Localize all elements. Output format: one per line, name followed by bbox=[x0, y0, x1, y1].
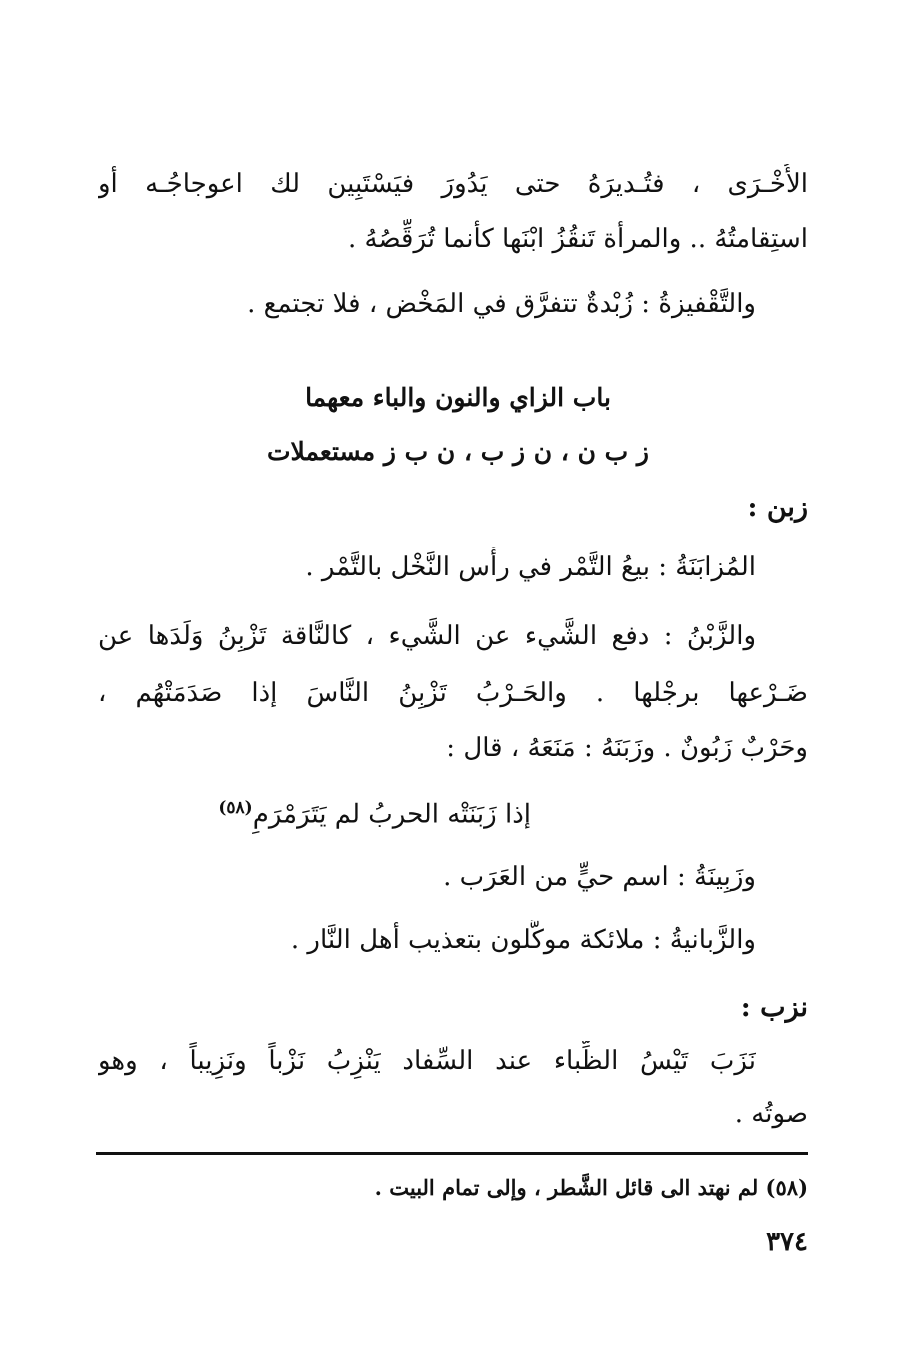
text-line: الأُخْـرَى ، فتُـديرَهُ حتى يَدُورَ فيَسْتَبِين لك اعوجاجُـه أو bbox=[98, 169, 808, 199]
text-line: المُزابَنَةُ : بيعُ التَّمْر في رأْس النَّخْل بالتَّمْر . bbox=[305, 552, 756, 582]
text-line: نَزَبَ تَيْسُ الظِّباء عند السِّفاد يَنْزِبُ نَزْباً ونَزِيباً ، وهو bbox=[98, 1046, 756, 1076]
section-subtitle: ز ب ن ، ن ز ب ، ن ب ز مستعملات bbox=[267, 437, 649, 466]
text-line: استِقامتُهُ .. والمرأة تَنقُزُ ابْنَها كأنما تُرَقِّصُهُ . bbox=[348, 224, 808, 254]
entry-heading-nzb: نزب : bbox=[740, 992, 808, 1023]
text-line: وزَبِينَةُ : اسم حيٍّ من العَرَب . bbox=[443, 862, 756, 892]
text-line: والزَّبانيةُ : ملائكة موكَّلون بتعذيب أهل النَّار . bbox=[290, 925, 756, 955]
verse-text: إذا زَبَنَتْه الحربُ لم يَتَرَمْرَمِ bbox=[252, 799, 531, 830]
page-number: ٣٧٤ bbox=[766, 1227, 808, 1257]
verse-line bbox=[98, 788, 531, 835]
text-line: صوتُه . bbox=[734, 1099, 808, 1129]
footnote-marker: (٥٨) bbox=[218, 798, 253, 818]
entry-heading-zbn: زبن : bbox=[747, 492, 808, 523]
text-line: والتَّقْفيزةُ : زُبْدةٌ تتفرَّق في المَخْض ، فلا تجتمع . bbox=[247, 289, 756, 319]
text-line: والزَّبْنُ : دفع الشَّيء عن الشَّيء ، كالنَّاقة تَزْبِنُ وَلَدَها عن bbox=[98, 621, 756, 651]
footnote: (٥٨) لم نهتد الى قائل الشَّطر ، وإلى تمام البيت . bbox=[374, 1175, 808, 1200]
text-line: وحَرْبٌ زَبُونٌ . وزَبَنَهُ : مَنَعَهُ ، قال : bbox=[446, 733, 808, 763]
section-title: باب الزاي والنون والباء معهما bbox=[305, 383, 611, 412]
footnote-divider bbox=[96, 1152, 808, 1155]
text-line: ضَـرْعها برجْلها . والحَـرْبُ تَزْبِنُ النَّاسَ إذا صَدَمَتْهُم ، bbox=[98, 678, 808, 708]
